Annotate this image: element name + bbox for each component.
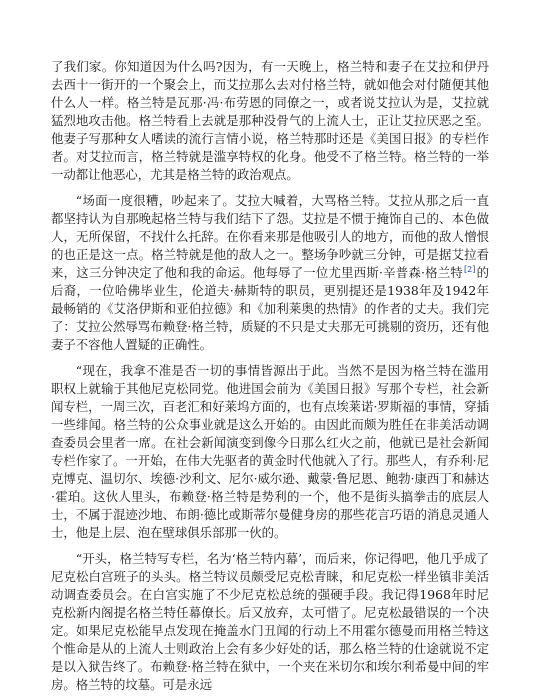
paragraph-2-text-before: “场面一度很糟，吵起来了。艾拉大喊着，大骂格兰特。艾拉从那之后一直都坚持认为自那晚起格兰特与我们结下了怨。艾拉是不惯于掩饰自己的、本色做人，无所保留，不找什么托辞。在你看来那是他吸引人的地方，而他的敌人憎恨的也正是这一点。格兰特就是他的敌人之一。整场争吵就三分钟，可是据艾拉看来，这三分钟决定了他和我的命运。他每辱了一位尤里西斯·辛普森·格兰特 xyxy=(51,193,489,280)
paragraph-3: “现在，我拿不准是否一切的事情皆源出于此。当然不是因为格兰特在滥用职权上就输于其他尼克松同党。他进国会前为《美国日报》写那个专栏，社会新闻专栏，一周三次，百老汇和好莱坞方面的，也有点埃莱诺·罗斯福的事情，穿插一些绯闻。格兰特的公众事业就是这么开始的。由因此而颇为胜任在非美活动调查委员会里者一席。在社会新闻演变到像今日那么红火之前，他就已是社会新闻专栏作家了。一开始，在伟大先驱者的黄金时代他就入了行。那些人，有乔利·尼克博克、温切尔、埃德·沙利文、尼尔·威尔逊、戴蒙·鲁尼恩、鲍勃·康西丁和赫达·霍珀。这伙人里头，布赖登·格兰特是势利的一个，他不是街头搞拳击的底层人士，不属于混迹沙地、布朗·德比或斯蒂尔曼健身房的那些花言巧语的消息灵通人士，他是上层、泡在壁球俱乐部那一伙的。 xyxy=(51,363,489,540)
footnote-link[interactable]: [2] xyxy=(464,264,476,274)
paragraph-2-text-after: 的后裔，一位哈佛毕业生，伦道夫·赫斯特的职员，更别提还是1938年及1942年最畅销的《艾洛伊斯和亚伯拉德》和《加利莱奥的热情》的作者的丈夫。我们完了：艾拉公然辱骂布赖登·格兰特，质疑的不只是丈夫那无可挑剔的资历，还有他妻子不容他人置疑的正确性。 xyxy=(51,265,489,352)
paragraph-2 xyxy=(51,192,489,354)
paragraph-1: 了我们家。你知道因为什么吗?因为，有一天晚上，格兰特和妻子在艾拉和伊丹去西十一街开的一个聚会上，而艾拉那么去对付格兰特，就如他会对付随便其他什么人一样。格兰特是瓦那·冯·布劳恩的同僚之一，或者说艾拉认为是，艾拉就猛烈地攻击他。格兰特看上去就是那种没骨气的上流人士，正让艾拉厌恶之至。他妻子写那种女人嗜读的流行言情小说，格兰特那时还是《美国日报》的专栏作者。对艾拉而言，格兰特就是滥享特权的化身。他受不了格兰特。格兰特的一举一动都让他恶心，尤其是格兰特的政治观点。 xyxy=(51,59,489,182)
paragraph-4: “开头，格兰特写专栏，名为‘格兰特内幕’，而后来，你记得吧，他几乎成了尼克松白宫班子的头头。格兰特议员颇受尼克松青睐，和尼克松一样坐镇非美活动调查委员会。在白宫实施了不少尼克松总统的强硬手段。我记得1968年时尼克松新内阁提名格兰特任幕僚长。后又放弃，太可惜了。尼克松最错误的一个决定。如果尼克松能早点发现在掩盖水门丑闻的行动上不用霍尔德曼而用格兰特这个惟命是从的上流人士则政治上会有多少好处的话，那么格兰特的仕途就说不定是以入狱告终了。布赖登·格兰特在狱中，一个夹在米切尔和埃尔利希曼中间的牢房。格兰特的坟墓。可是永远 xyxy=(51,551,489,692)
